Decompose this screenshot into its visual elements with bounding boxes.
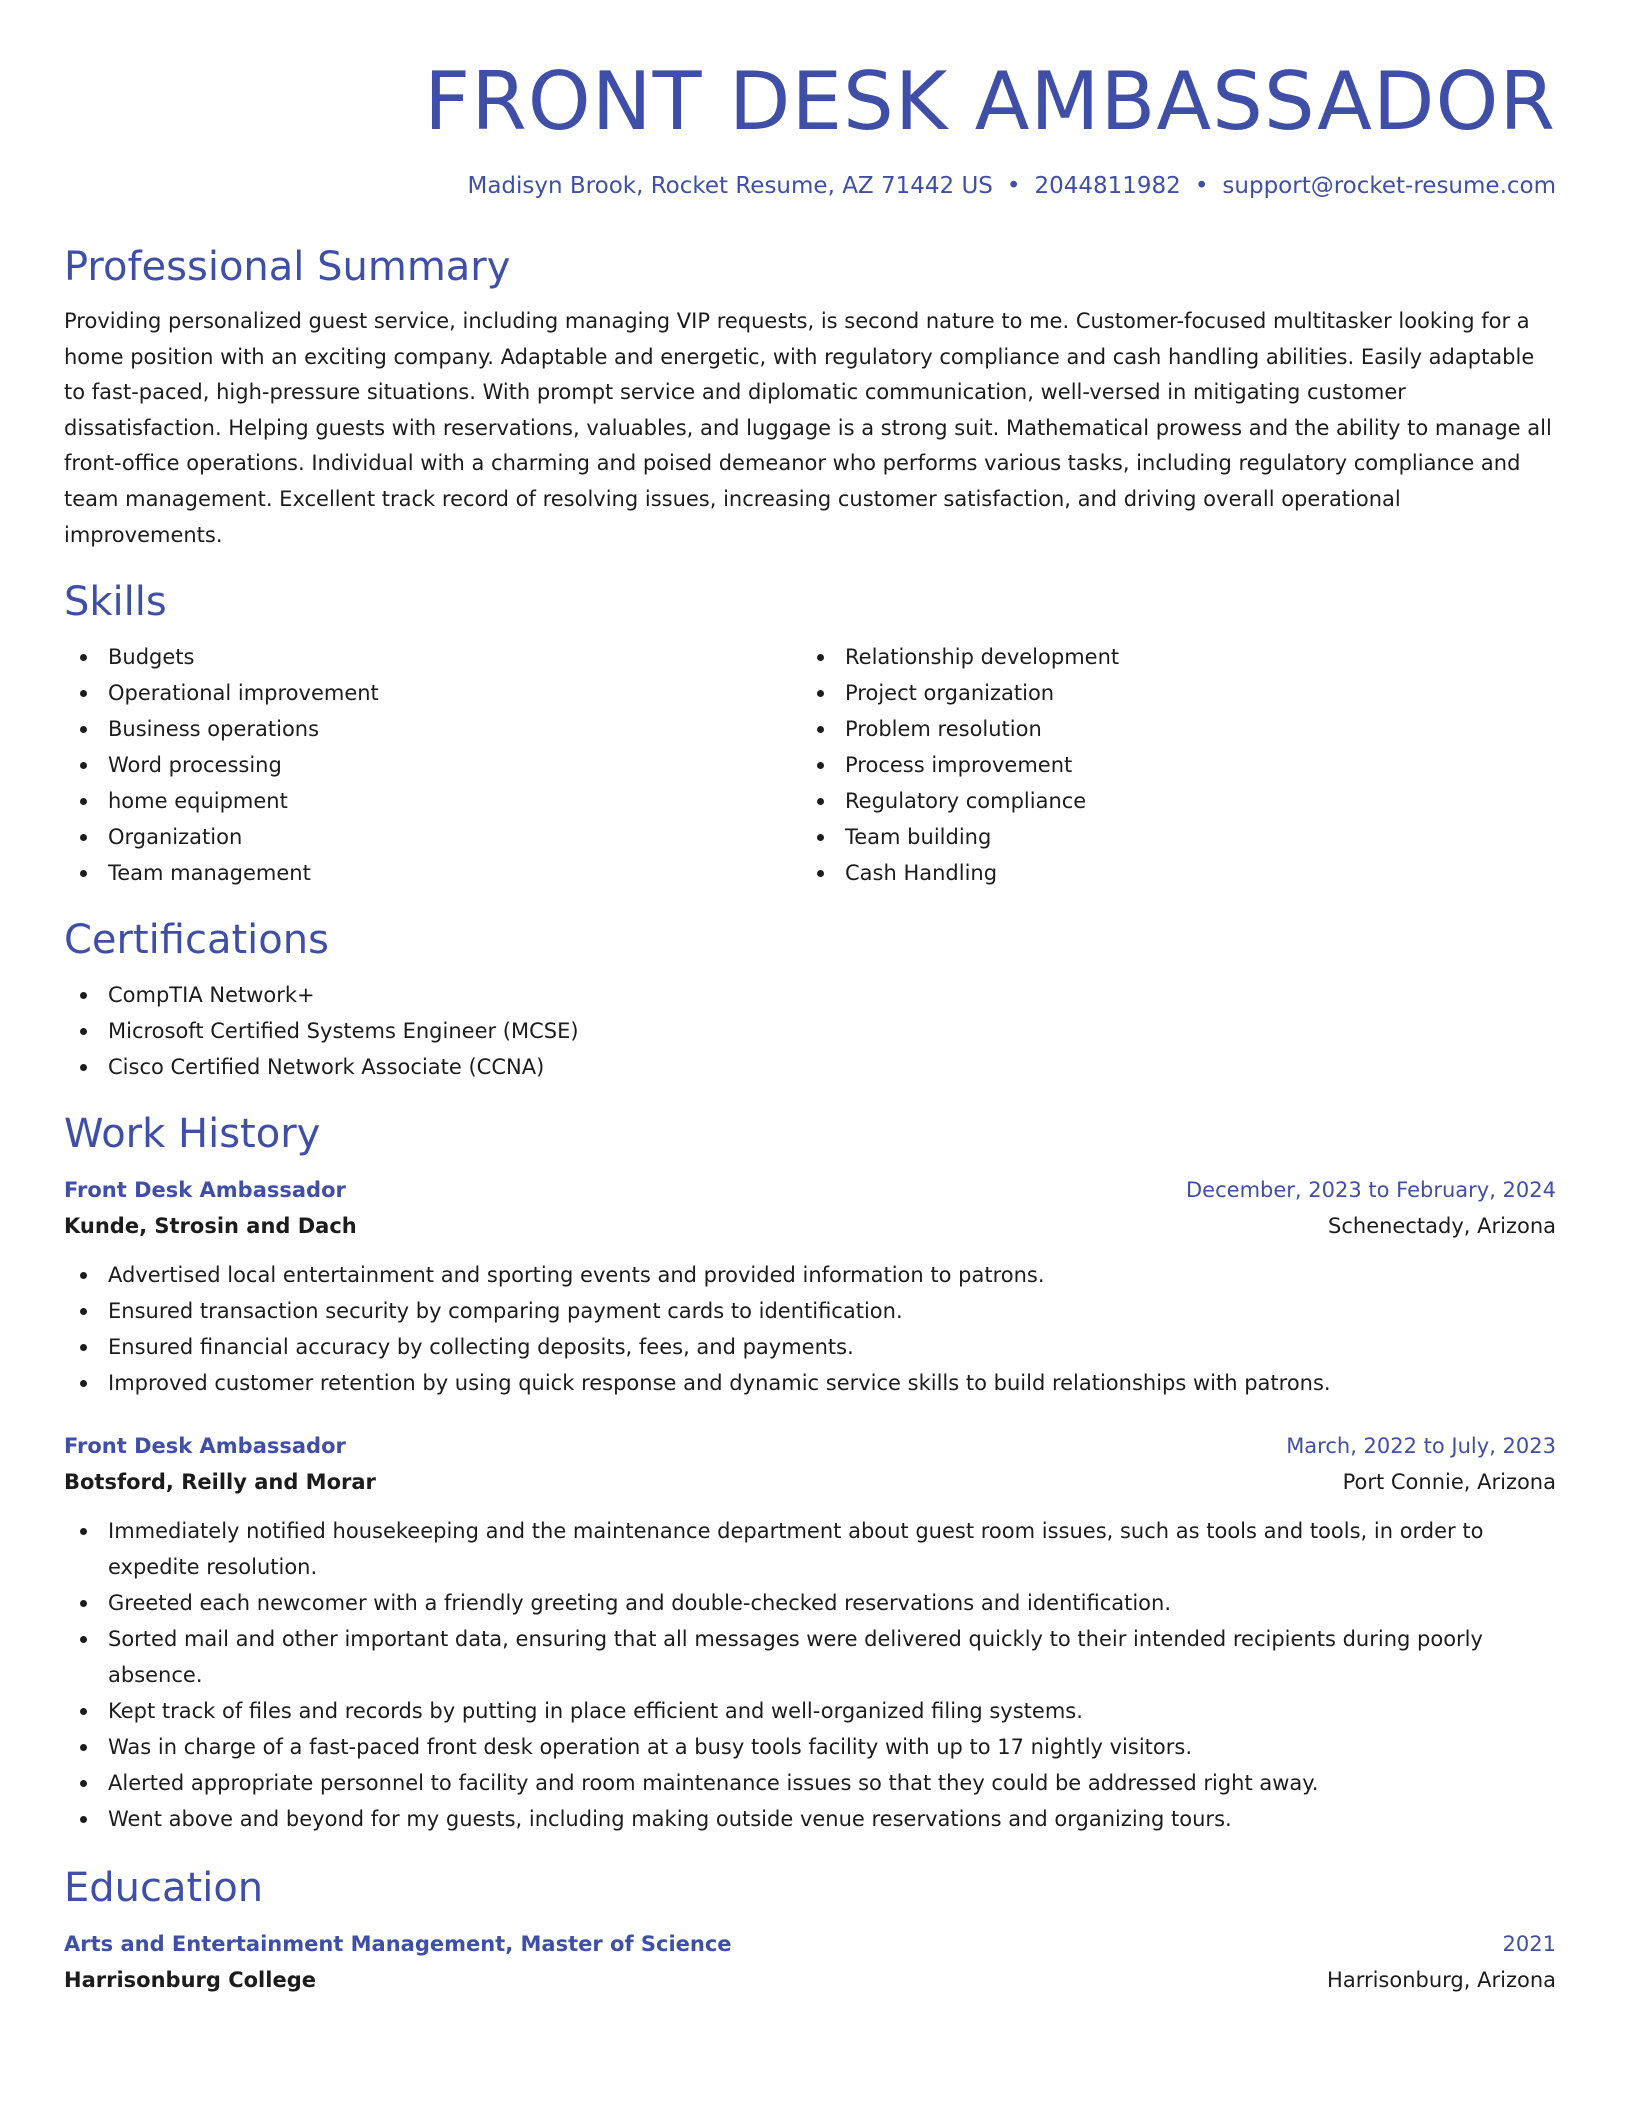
job-entry <box>64 1429 1556 1837</box>
job-dates: December, 2023 to February, 2024 <box>1186 1178 1556 1203</box>
education-year: 2021 <box>1502 1932 1556 1957</box>
job-bullet: Advertised local entertainment and sporting events and provided information to patrons. <box>64 1257 1556 1293</box>
skills-list-left <box>64 639 801 891</box>
job-dates: March, 2022 to July, 2023 <box>1286 1434 1556 1459</box>
contact-separator: • <box>1006 173 1021 199</box>
job-bullet: Kept track of files and records by putting in place efficient and well-organized filing systems. <box>64 1693 1556 1729</box>
job-header-row <box>64 1173 1556 1207</box>
skill-item: Budgets <box>64 639 801 675</box>
summary-heading: Professional Summary <box>64 244 511 290</box>
certification-item: Microsoft Certified Systems Engineer (MCSE) <box>64 1013 1556 1049</box>
job-company: Botsford, Reilly and Morar <box>64 1470 376 1495</box>
job-bullet: Immediately notified housekeeping and the maintenance department about guest room issues, such as tools and tools, in order to expedite resolution. <box>64 1513 1556 1585</box>
work-history-heading: Work History <box>64 1111 321 1158</box>
skill-item: Process improvement <box>801 747 1538 783</box>
skill-item: Problem resolution <box>801 711 1538 747</box>
job-bullet: Ensured transaction security by comparing payment cards to identification. <box>64 1293 1556 1329</box>
job-bullet: Greeted each newcomer with a friendly greeting and double-checked reservations and identification. <box>64 1585 1556 1621</box>
job-location: Port Connie, Arizona <box>1342 1470 1556 1495</box>
skill-item: Relationship development <box>801 639 1538 675</box>
education-heading: Education <box>64 1865 264 1912</box>
skill-item: home equipment <box>64 783 801 819</box>
certifications-list <box>64 977 1556 1085</box>
skill-item: Team management <box>64 855 801 891</box>
skill-item: Word processing <box>64 747 801 783</box>
education-degree: Arts and Entertainment Management, Master of Science <box>64 1932 732 1957</box>
job-bullet: Sorted mail and other important data, ensuring that all messages were delivered quickly to their intended recipients during poorly absence. <box>64 1621 1556 1693</box>
resume-page <box>64 52 1556 1999</box>
job-bullet: Was in charge of a fast-paced front desk operation at a busy tools facility with up to 17 nightly visitors. <box>64 1729 1556 1765</box>
contact-email: support@rocket-resume.com <box>1222 173 1556 199</box>
certification-item: Cisco Certified Network Associate (CCNA) <box>64 1049 1556 1085</box>
job-company-row <box>64 1463 1556 1501</box>
skills-heading: Skills <box>64 579 167 626</box>
skill-item: Team building <box>801 819 1538 855</box>
education-entry <box>64 1927 1556 1999</box>
job-company-row <box>64 1207 1556 1245</box>
skill-item: Business operations <box>64 711 801 747</box>
skill-item: Organization <box>64 819 801 855</box>
contact-line <box>64 170 1556 202</box>
job-bullet: Alerted appropriate personnel to facility and room maintenance issues so that they could be addressed right away. <box>64 1765 1556 1801</box>
contact-phone: 2044811982 <box>1034 173 1181 199</box>
skills-columns <box>64 639 1556 891</box>
skill-item: Cash Handling <box>801 855 1538 891</box>
job-company: Kunde, Strosin and Dach <box>64 1214 357 1239</box>
skill-item: Operational improvement <box>64 675 801 711</box>
job-entry <box>64 1173 1556 1401</box>
certifications-heading: Certifications <box>64 917 329 964</box>
education-school-row <box>64 1961 1556 1999</box>
education-header-row <box>64 1927 1556 1961</box>
contact-address: Madisyn Brook, Rocket Resume, AZ 71442 US <box>467 173 993 199</box>
job-title: Front Desk Ambassador <box>64 1178 346 1203</box>
education-location: Harrisonburg, Arizona <box>1327 1968 1556 1993</box>
job-header-row <box>64 1429 1556 1463</box>
job-title: Front Desk Ambassador <box>64 1434 346 1459</box>
job-bullets <box>64 1257 1556 1401</box>
job-bullet: Improved customer retention by using quick response and dynamic service skills to build relationships with patrons. <box>64 1365 1556 1401</box>
job-bullets <box>64 1513 1556 1837</box>
resume-name-heading: FRONT DESK AMBASSADOR <box>424 55 1556 148</box>
education-school: Harrisonburg College <box>64 1968 316 1993</box>
job-bullet: Ensured financial accuracy by collecting deposits, fees, and payments. <box>64 1329 1556 1365</box>
skill-item: Project organization <box>801 675 1538 711</box>
skill-item: Regulatory compliance <box>801 783 1538 819</box>
contact-separator: • <box>1194 173 1209 199</box>
job-bullet: Went above and beyond for my guests, including making outside venue reservations and organizing tours. <box>64 1801 1556 1837</box>
skills-list-right <box>801 639 1538 891</box>
summary-text: Providing personalized guest service, including managing VIP requests, is second nature to me. Customer-focused multitasker looking for a home position with an exciting company. Adaptable and energetic, with regulatory compliance and cash handling abilities. Easily adaptable to fast-paced, high-pressure situations. With prompt service and diplomatic communication, well-versed in mitigating customer dissatisfaction. Helping guests with reservations, valuables, and luggage is a strong suit. Mathematical prowess and the ability to manage all front-office operations. Individual with a charming and poised demeanor who performs various tasks, including regulatory compliance and team management. Excellent track record of resolving issues, increasing customer satisfaction, and driving overall operational improvements. <box>64 309 1552 547</box>
job-location: Schenectady, Arizona <box>1328 1214 1556 1239</box>
certification-item: CompTIA Network+ <box>64 977 1556 1013</box>
